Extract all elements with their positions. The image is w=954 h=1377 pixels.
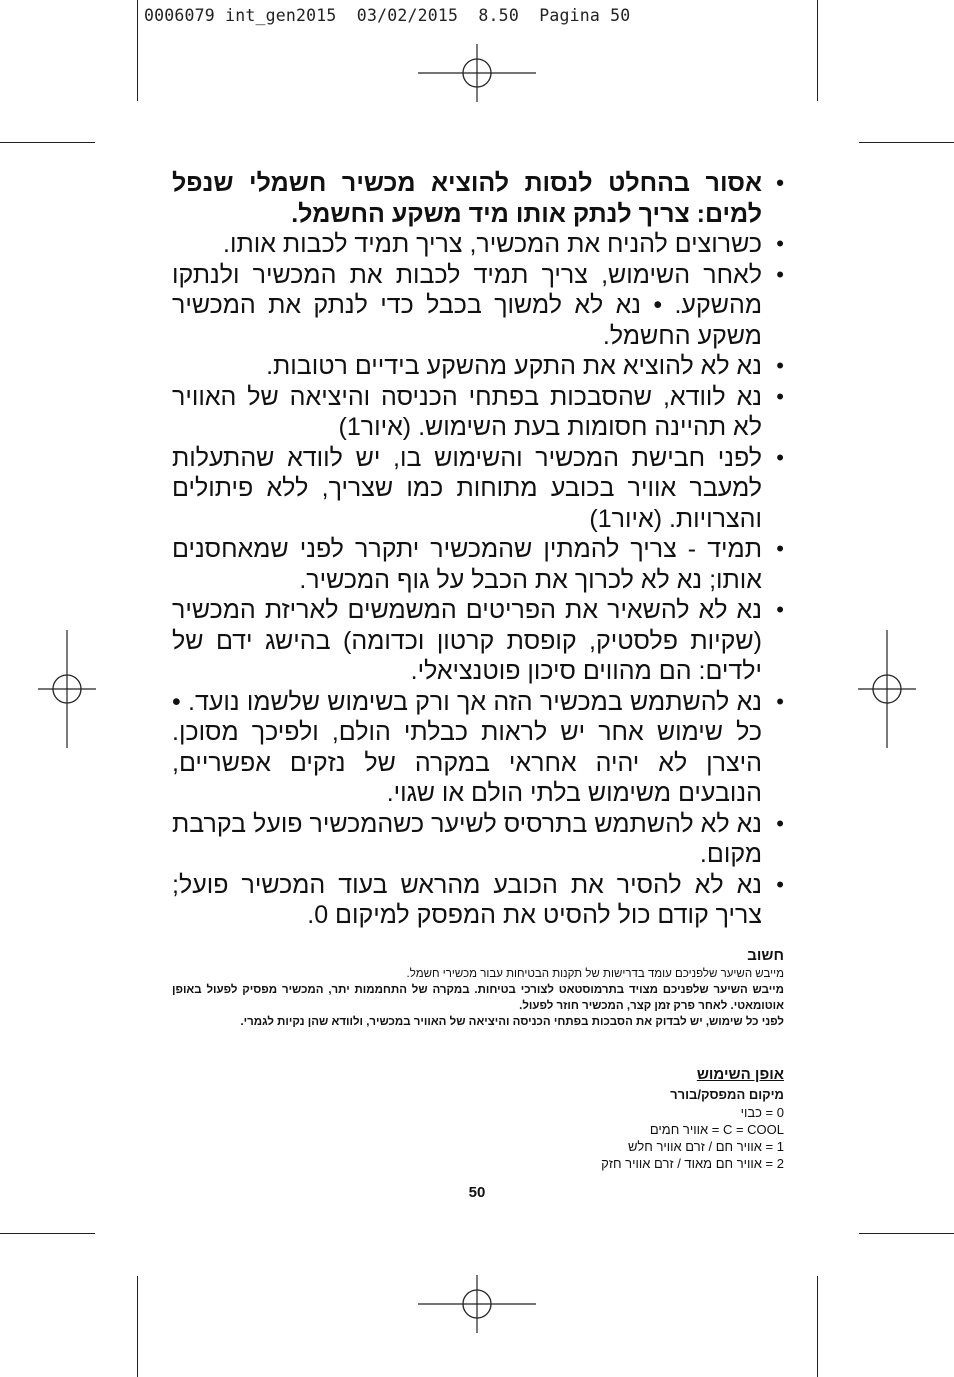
safety-item: • תמיד - צריך להמתין שהמכשיר יתקרר לפני שמאחסנים אותו; נא לא לכרוך את הכבל על גוף המכשיר.	[172, 534, 784, 595]
usage-subheading: מיקום המפסק/בורר	[670, 1086, 784, 1102]
important-text: מייבש השיער שלפניכם עומד בדרישות של תקנות הבטיחות עבור מכשירי חשמל.	[406, 967, 784, 980]
safety-item: • נא לוודא, שהסבכות בפתחי הכניסה והיציאה של האוויר לא תהיינה חסומות בעת השימוש. (איור1)	[172, 382, 784, 443]
registration-mark-top	[418, 44, 536, 102]
registration-mark-right	[858, 630, 916, 748]
usage-heading: אופן השימוש	[696, 1065, 784, 1083]
crop-mark	[859, 142, 954, 143]
print-header: 0006079 int_gen2015 03/02/2015 8.50 Pagina 50	[144, 6, 631, 25]
safety-list	[172, 168, 784, 931]
page-number: 50	[468, 1184, 486, 1201]
safety-item: • נא לא להשתמש בתרסיס לשיער כשהמכשיר פועל בקרבת מקום.	[172, 809, 784, 870]
safety-item: • לאחר השימוש, צריך תמיד לכבות את המכשיר ולנתקו מהשקע. • נא לא למשוך בכבל כדי לנתק את המכשיר משקע החשמל.	[172, 260, 784, 352]
safety-item: • נא לא להסיר את הכובע מהראש בעוד המכשיר פועל; צריך קודם כול להסיט את המפסק למיקום 0.	[172, 870, 784, 931]
crop-mark	[0, 142, 95, 143]
switch-position: C = COOL = אוויר חמים	[649, 1121, 784, 1137]
registration-mark-bottom	[418, 1275, 536, 1333]
switch-position: 1 = אוויר חם / זרם אוויר חלש	[628, 1138, 784, 1154]
switch-position: 2 = אוויר חם מאוד / זרם אוויר חזק	[601, 1155, 784, 1171]
safety-item: • נא להשתמש במכשיר הזה אך ורק בשימוש שלשמו נועד. • כל שימוש אחר יש לראות כבלתי הולם, ולפיכך מסוכן. היצרן לא יהיה אחראי במקרה של נזקים אפשריים, הנובעים משימוש בלתי הולם או שגוי.	[172, 687, 784, 809]
safety-item: • נא לא להשאיר את הפריטים המשמשים לאריזת המכשיר (שקיות פלסטיק, קופסת קרטון וכדומה) בהישג ידם של ילדים: הם מהווים סיכון פוטנציאלי.	[172, 595, 784, 687]
safety-item: • אסור בהחלט לנסות להוציא מכשיר חשמלי שנפל למים: צריך לנתק אותו מיד משקע החשמל.	[172, 168, 784, 229]
safety-item: • נא לא להוציא את התקע מהשקע בידיים רטובות.	[172, 351, 784, 382]
registration-mark-left	[38, 630, 96, 748]
crop-mark	[859, 1233, 954, 1234]
page-content	[172, 168, 784, 1172]
safety-item: • כשרוצים להניח את המכשיר, צריך תמיד לכבות אותו.	[172, 229, 784, 260]
crop-mark	[137, 1276, 138, 1377]
important-section	[172, 947, 784, 1030]
crop-mark	[817, 1276, 818, 1377]
important-text: מייבש השיער שלפניכם מצויד בתרמוסטאט לצורכי בטיחות. במקרה של התחממות יתר, המכשיר מפסיק לפעול באופן אוטומאטי. לאחר פרק זמן קצר, המכשיר חוזר לפעול.	[172, 983, 784, 1012]
important-text: לפני כל שימוש, יש לבדוק את הסבכות בפתחי הכניסה והיציאה של האוויר במכשיר, ולוודא שהן נקיות לגמרי.	[240, 1015, 784, 1028]
important-heading: חשוב	[747, 946, 784, 964]
crop-mark	[0, 1233, 95, 1234]
safety-item: • לפני חבישת המכשיר והשימוש בו, יש לוודא שהתעלות למעבר אוויר בכובע מתוחות כמו שצריך, ללא פיתולים והצרויות. (איור1)	[172, 443, 784, 535]
switch-position: 0 = כבוי	[740, 1104, 784, 1120]
crop-mark	[137, 0, 138, 101]
crop-mark	[817, 0, 818, 101]
usage-section	[172, 1066, 784, 1172]
